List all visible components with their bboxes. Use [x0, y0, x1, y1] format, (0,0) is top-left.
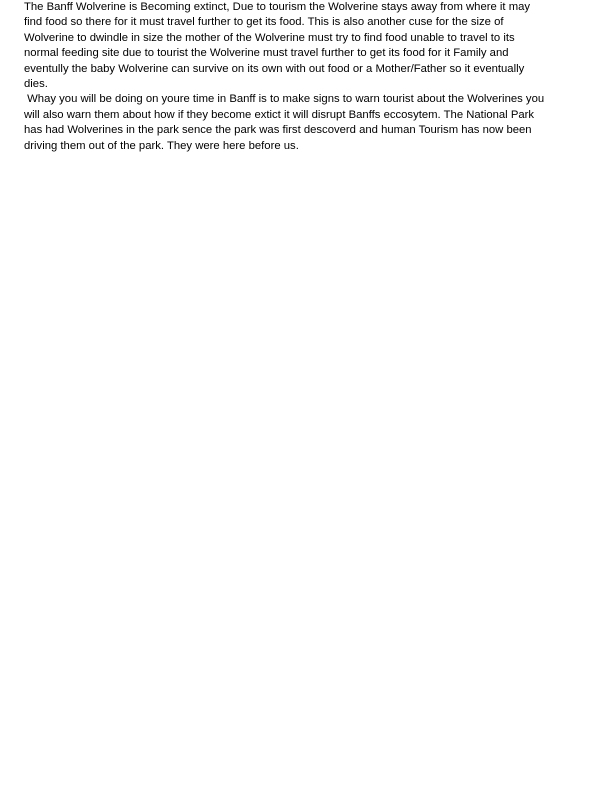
text-line: dies. — [24, 78, 48, 91]
text-line: Whay you will be doing on youre time in Banff is to make signs to warn tourist about the Wolverines you — [24, 93, 545, 106]
text-line: eventully the baby Wolverine can survive on its own with out food or a Mother/Father so it eventually — [24, 62, 525, 75]
text-line: normal feeding site due to tourist the Wolverine must travel further to get its food for it Family and — [24, 47, 509, 60]
text-line: The Banff Wolverine is Becoming extinct, Due to tourism the Wolverine stays away from where it may — [24, 1, 531, 13]
text-line: will also warn them about how if they become extict it will disrupt Banffs eccosytem. The National Park — [24, 108, 535, 121]
text-line: Wolverine to dwindle in size the mother of the Wolverine must try to find food unable to travel to its — [24, 31, 515, 44]
text-line: driving them out of the park. They were here before us. — [24, 139, 299, 152]
text-line: find food so there for it must travel further to get its food. This is also another cuse for the size of — [24, 16, 504, 29]
document-body — [24, 0, 584, 154]
text-line: has had Wolverines in the park sence the park was first descoverd and human Tourism has now been — [24, 124, 532, 137]
